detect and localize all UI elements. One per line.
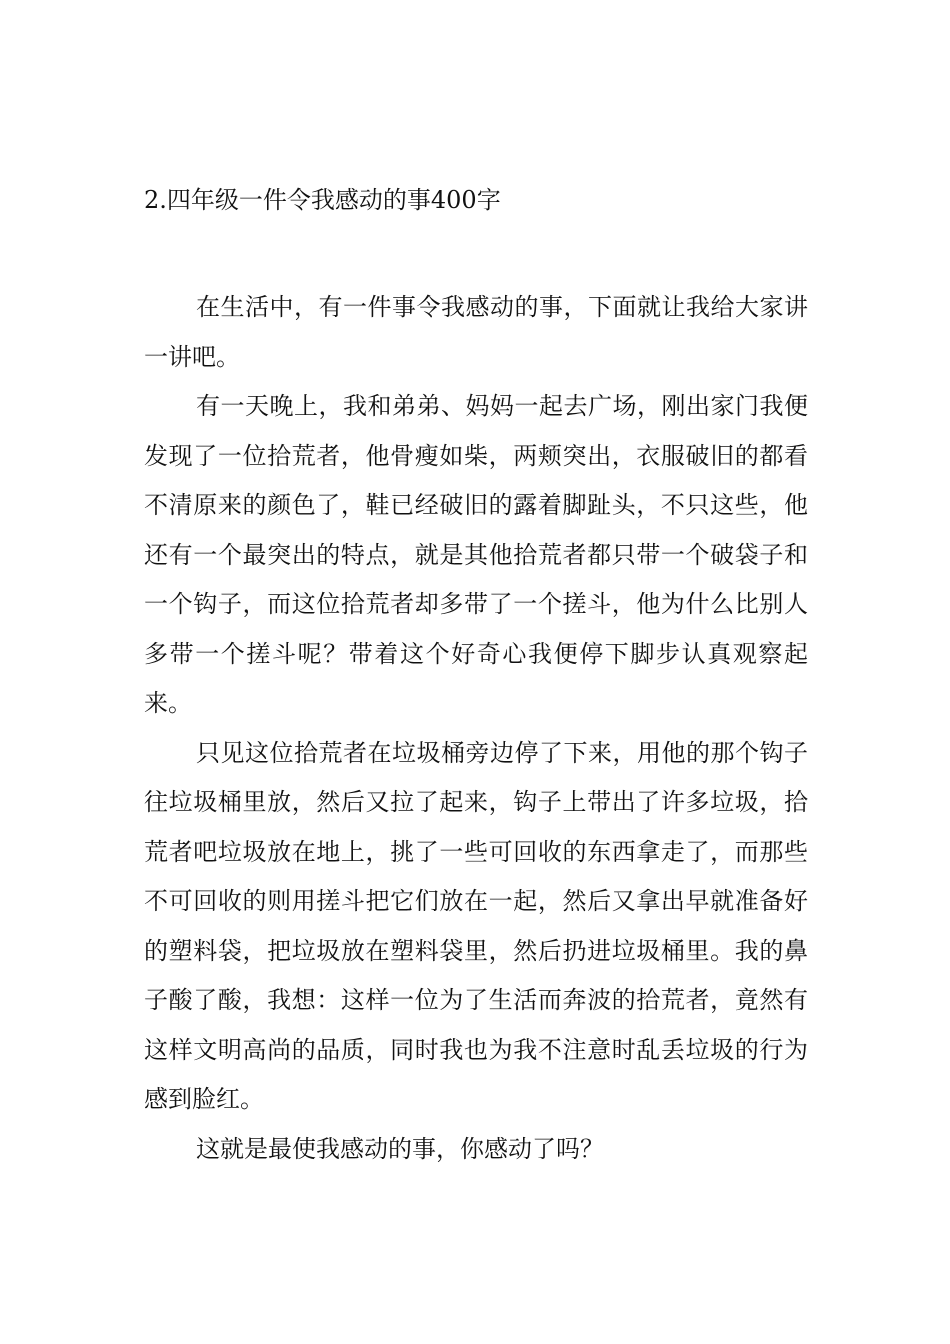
paragraph-2: 有一天晚上，我和弟弟、妈妈一起去广场，刚出家门我便发现了一位拾荒者，他骨瘦如柴，两颊突出，衣服破旧的都看不清原来的颜色了，鞋已经破旧的露着脚趾头，不只这些，他还有一个最突出的特点，就是其他拾荒者都只带一个破袋子和一个钩子，而这位拾荒者却多带了一个搓斗，他为什么比别人多带一个搓斗呢？带着这个好奇心我便停下脚步认真观察起来。 [144, 392, 808, 717]
document-title: 2.四年级一件令我感动的事400字 [144, 186, 501, 214]
paragraph-3: 只见这位拾荒者在垃圾桶旁边停了下来，用他的那个钩子往垃圾桶里放，然后又拉了起来，钩子上带出了许多垃圾，拾荒者吧垃圾放在地上，挑了一些可回收的东西拿走了，而那些不可回收的则用搓斗把它们放在一起，然后又拿出早就准备好的塑料袋，把垃圾放在塑料袋里，然后扔进垃圾桶里。我的鼻子酸了酸，我想：这样一位为了生活而奔波的拾荒者，竟然有这样文明高尚的品质，同时我也为我不注意时乱丢垃圾的行为感到脸红。 [144, 738, 808, 1113]
document-body [144, 283, 808, 1174]
paragraph-4: 这就是最使我感动的事，你感动了吗？ [196, 1134, 604, 1163]
paragraph-1: 在生活中，有一件事令我感动的事，下面就让我给大家讲一讲吧。 [144, 293, 808, 371]
